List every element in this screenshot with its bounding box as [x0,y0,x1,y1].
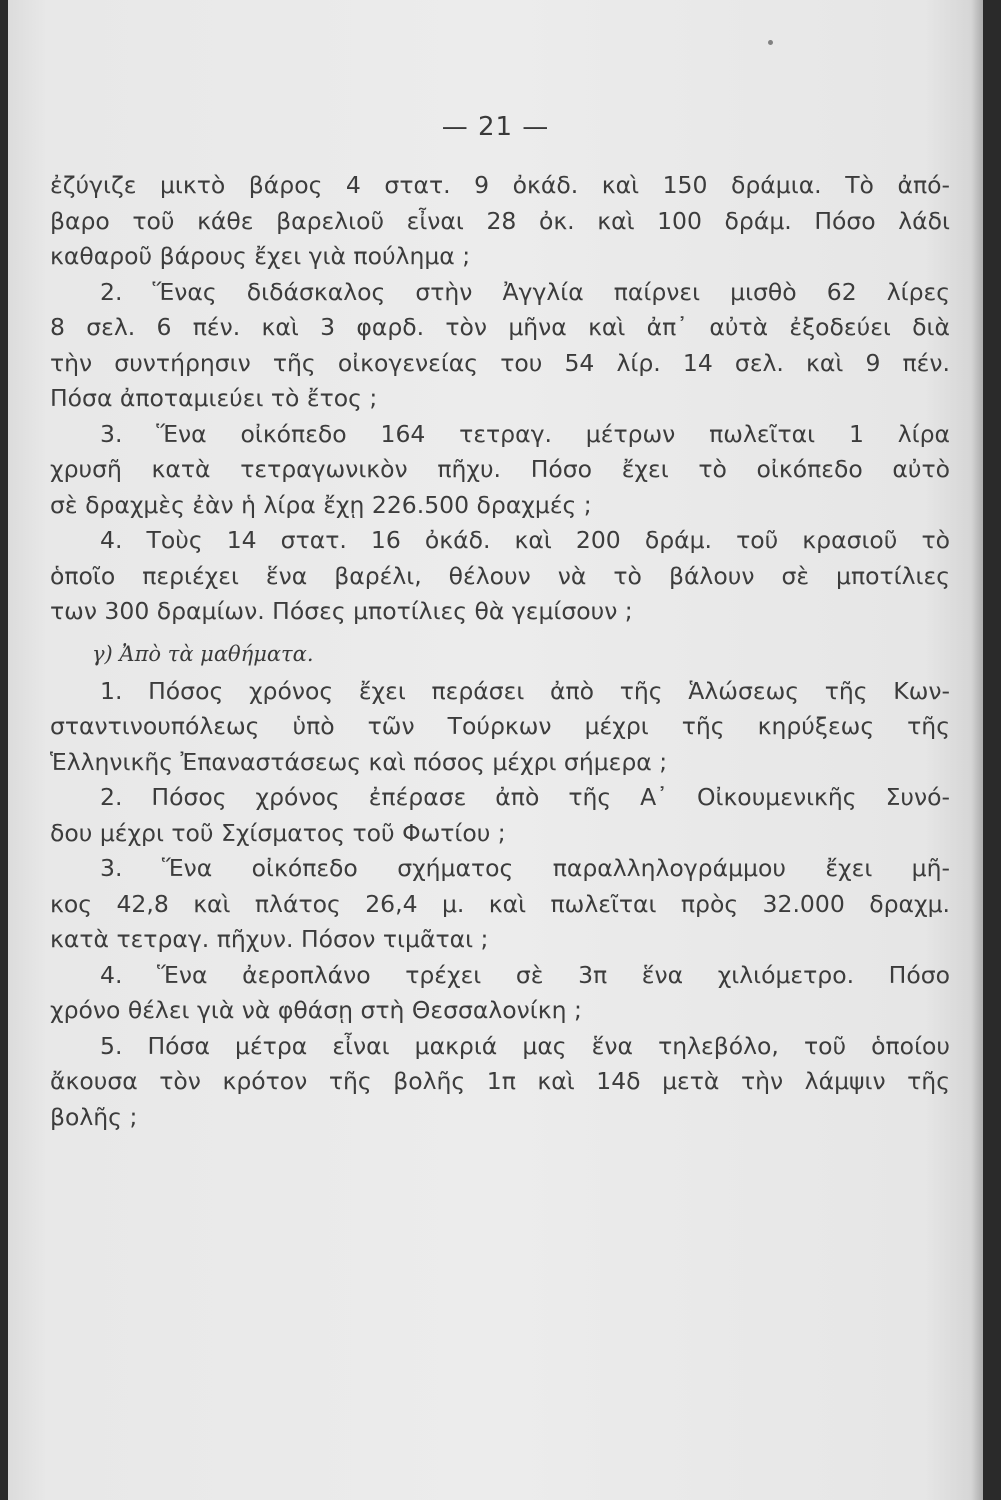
text-line: κος 42,8 καὶ πλάτος 26,4 μ. καὶ πωλεῖται πρὸς 32.000 δραχμ. [50,889,950,918]
problem-4 [50,523,950,630]
lesson-problem-1 [50,674,950,781]
page-edge-shadow [971,0,983,1500]
print-speck [768,40,773,45]
page-number: — 21 — [441,112,550,142]
text-line: Ἑλληνικῆς Ἐπαναστάσεως καὶ πόσος μέχρι σήμερα ; [50,747,668,776]
text-line: 3. Ἕνα οἰκόπεδο 164 τετραγ. μέτρων πωλεῖται 1 λίρα [100,419,950,448]
text-line: χρυσῆ κατὰ τετραγωνικὸν πῆχυ. Πόσο ἔχει τὸ οἰκόπεδο αὐτὸ [50,455,950,483]
lesson-problem-2 [50,780,950,851]
text-line: ὁποῖο περιέχει ἕνα βαρέλι, θέλουν νὰ τὸ βάλουν σὲ μποτίλιες [50,561,950,590]
text-line: κατὰ τετραγ. πῆχυν. Πόσον τιμᾶται ; [50,925,489,953]
scanned-page [8,0,983,1500]
text-line: Πόσα ἀποταμιεύει τὸ ἔτος ; [50,384,378,412]
text-line: 2. Ἕνας διδάσκαλος στὴν Ἀγγλία παίρνει μισθὸ 62 λίρες [100,277,950,306]
text-line: 8 σελ. 6 πέν. καὶ 3 φαρδ. τὸν μῆνα καὶ ἀπ᾽ αὐτὰ ἐξοδεύει διὰ [50,313,950,341]
section-heading: γ) Ἀπὸ τὰ μαθήματα. [92,641,314,666]
text-line: 3. Ἕνα οἰκόπεδο σχήματος παραλληλογράμμου ἔχει μῆ- [100,854,950,882]
text-line: σταντινουπόλεως ὑπὸ τῶν Τούρκων μέχρι τῆς κηρύξεως τῆς [50,712,950,740]
text-line: βαρο τοῦ κάθε βαρελιοῦ εἶναι 28 ὀκ. καὶ 100 δράμ. Πόσο λάδι [50,206,950,235]
page-body [50,168,950,1135]
lesson-problem-5 [50,1029,950,1136]
lesson-problem-3 [50,851,950,958]
text-line: καθαροῦ βάρους ἔχει γιὰ πούλημα ; [50,242,471,270]
lesson-problem-4 [50,958,950,1029]
text-line: 4. Τοὺς 14 στατ. 16 ὀκάδ. καὶ 200 δράμ. τοῦ κρασιοῦ τὸ [100,526,950,554]
problem-2 [50,275,950,417]
text-line: τὴν συντήρησιν τῆς οἰκογενείας του 54 λίρ. 14 σελ. καὶ 9 πέν. [50,348,950,377]
text-line: βολῆς ; [50,1102,138,1131]
text-line: ἄκουσα τὸν κρότον τῆς βολῆς 1π καὶ 14δ μετὰ τὴν λάμψιν τῆς [50,1067,950,1095]
text-line: των 300 δραμίων. Πόσες μποτίλιες θὰ γεμίσουν ; [50,597,633,625]
text-line: 4. Ἕνα ἀεροπλάνο τρέχει σὲ 3π ἕνα χιλιόμετρο. Πόσο [100,960,950,989]
text-line: 1. Πόσος χρόνος ἔχει περάσει ἀπὸ τῆς Ἁλώσεως τῆς Κων- [100,676,950,705]
text-line: δου μέχρι τοῦ Σχίσματος τοῦ Φωτίου ; [50,818,506,847]
text-line: 5. Πόσα μέτρα εἶναι μακριά μας ἕνα τηλεβόλο, τοῦ ὁποίου [100,1031,950,1060]
text-line: ἐζύγιζε μικτὸ βάρος 4 στατ. 9 ὀκάδ. καὶ 150 δράμια. Τὸ ἀπό- [50,171,950,199]
paragraph-continuation [50,168,950,275]
problem-3 [50,417,950,524]
text-line: 2. Πόσος χρόνος ἐπέρασε ἀπὸ τῆς Α᾽ Οἰκουμενικῆς Συνό- [100,783,950,811]
text-line: σὲ δραχμὲς ἐὰν ἡ λίρα ἔχῃ 226.500 δραχμές ; [50,490,592,519]
text-line: χρόνο θέλει γιὰ νὰ φθάσῃ στὴ Θεσσαλονίκη ; [50,996,582,1024]
